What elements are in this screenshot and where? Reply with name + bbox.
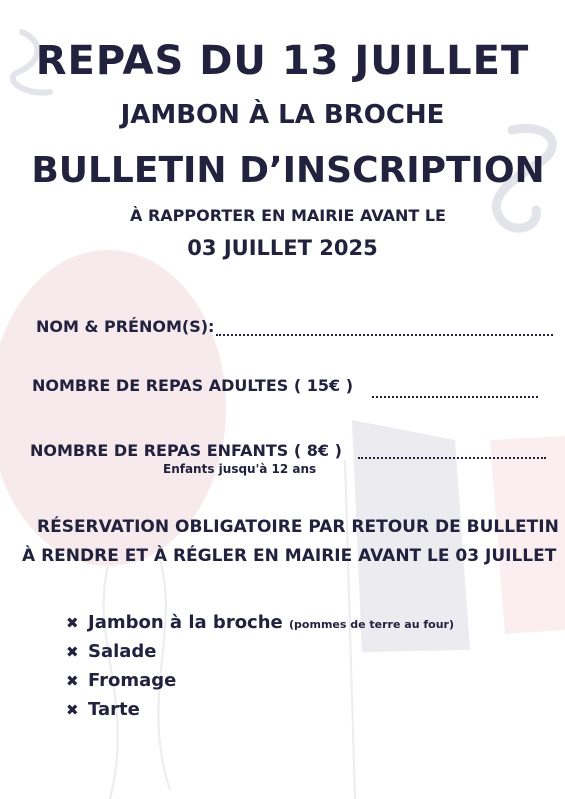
name-field[interactable] xyxy=(216,334,553,336)
event-subtitle: JAMBON À LA BROCHE xyxy=(120,100,445,130)
cross-icon: ✖ xyxy=(66,701,79,719)
children-label: NOMBRE DE REPAS ENFANTS ( 8€ ) xyxy=(30,441,342,460)
menu-item xyxy=(66,699,454,728)
reservation-line-1: RÉSERVATION OBLIGATOIRE PAR RETOUR DE BULLETIN xyxy=(37,517,559,537)
event-title: REPAS DU 13 JUILLET xyxy=(35,38,530,84)
form-title: BULLETIN D’INSCRIPTION xyxy=(31,150,545,191)
children-count-field[interactable] xyxy=(358,457,546,459)
menu-item-detail: (pommes de terre au four) xyxy=(289,618,454,631)
menu-item-name: Fromage xyxy=(88,670,177,691)
adults-label: NOMBRE DE REPAS ADULTES ( 15€ ) xyxy=(32,376,353,395)
deadline-date: 03 JUILLET 2025 xyxy=(187,236,378,260)
menu-item xyxy=(66,612,454,641)
children-age-note: Enfants jusqu'à 12 ans xyxy=(163,462,317,476)
menu-item-name: Salade xyxy=(88,641,157,662)
cross-icon: ✖ xyxy=(66,643,79,661)
menu-item xyxy=(66,670,454,699)
name-label: NOM & PRÉNOM(S): xyxy=(36,317,215,336)
menu-item-name: Tarte xyxy=(88,699,140,720)
menu-list xyxy=(66,612,454,728)
cross-icon: ✖ xyxy=(66,614,79,632)
return-note: À RAPPORTER EN MAIRIE AVANT LE xyxy=(130,206,446,225)
cross-icon: ✖ xyxy=(66,672,79,690)
adults-count-field[interactable] xyxy=(372,396,538,398)
menu-item-name: Jambon à la broche xyxy=(88,612,283,633)
reservation-line-2: À RENDRE ET À RÉGLER EN MAIRIE AVANT LE 03 JUILLET xyxy=(22,546,557,566)
menu-item xyxy=(66,641,454,670)
